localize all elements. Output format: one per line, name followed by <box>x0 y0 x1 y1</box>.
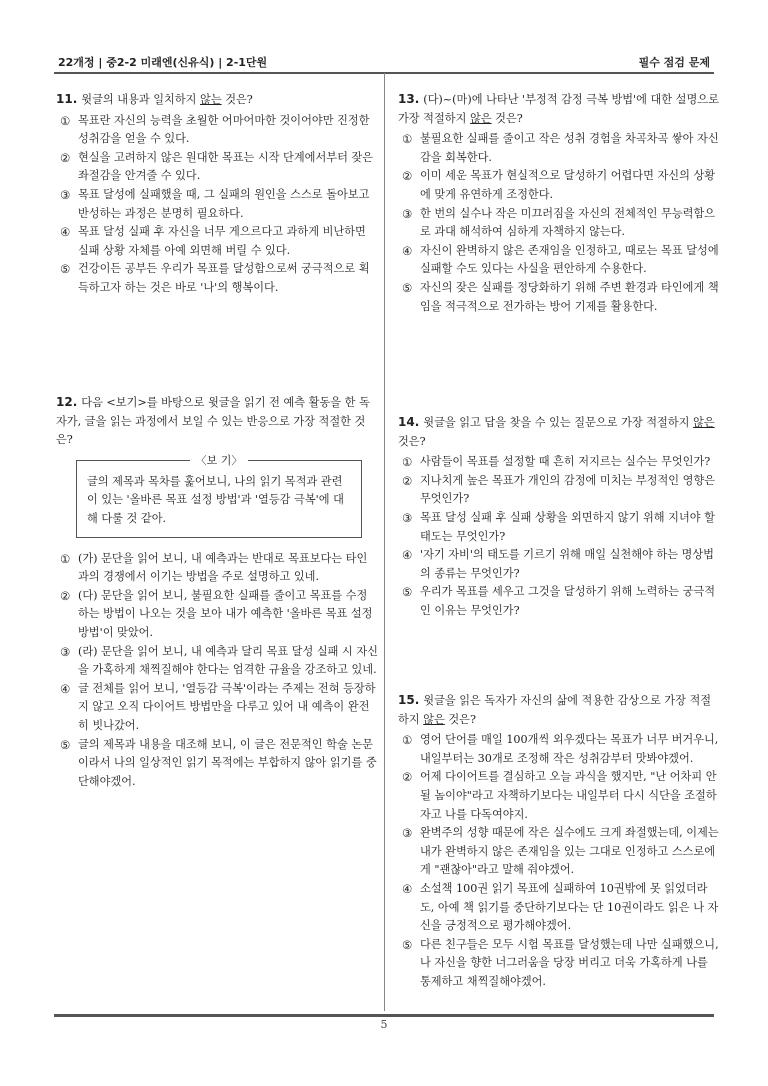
option-mark: ⑤ <box>60 262 71 277</box>
option-mark: ② <box>402 770 413 785</box>
option-mark: ⑤ <box>402 280 413 295</box>
answer-option-1[interactable]: ① (가) 문단을 읽어 보니, 내 예측과는 반대로 목표보다는 타인과의 경쟁에서 이기는 방법을 주로 설명하고 있네. <box>60 551 368 584</box>
answer-options <box>398 731 720 991</box>
option-mark: ② <box>60 150 71 165</box>
answer-option-1[interactable]: ① 영어 단어를 매일 100개씩 외우겠다는 목표가 너무 버거우니, 내일부터는 30개로 조정해 작은 성취감부터 맛봐야겠어. <box>402 733 719 765</box>
page-header <box>54 50 714 70</box>
question-11 <box>56 90 378 298</box>
answer-option-3[interactable]: ③ (라) 문단을 읽어 보니, 내 예측과 달리 목표 달성 실패 시 자신을 가혹하게 채찍질해야 한다는 엄격한 규율을 강조하고 있네. <box>60 644 378 677</box>
underlined-word: 않은 <box>693 416 715 429</box>
header-course-label: 22개정 | 중2-2 미래엔(신유식) | 2-1단원 <box>58 56 268 69</box>
answer-options <box>56 112 378 298</box>
answer-option-4[interactable]: ④ 목표 달성 실패 후 자신을 너무 게으르다고 과하게 비난하면 실패 상황 자체를 아예 외면해 버릴 수 있다. <box>60 225 366 257</box>
question-number: 13. <box>398 92 420 106</box>
answer-option-2[interactable]: ② (다) 문단을 읽어 보니, 불필요한 실패를 줄이고 목표를 수정하는 방법이 나오는 것을 보아 내가 예측한 '올바른 목표 설정 방법'이 맞았어. <box>60 588 373 639</box>
option-mark: ③ <box>402 510 413 525</box>
bogi-box <box>76 453 362 538</box>
answer-option-2[interactable]: ② 지나치게 높은 목표가 개인의 감정에 미치는 부정적인 영향은 무엇인가? <box>402 473 716 506</box>
option-mark: ④ <box>402 243 413 258</box>
option-mark: ② <box>402 169 413 184</box>
question-stem: 12. 다음 <보기>를 바탕으로 윗글을 읽기 전 예측 활동을 한 독자가, 글을 읽는 과정에서 보일 수 있는 반응으로 가장 적절한 것은? <box>56 395 370 447</box>
answer-option-2[interactable]: ② 어제 다이어트를 결심하고 오늘 과식을 했지만, "난 어차피 안 될 놈이야"라고 자책하기보다는 내일부터 다시 식단을 조절하자고 나를 다독여야지. <box>402 770 717 821</box>
bogi-text: 글의 제목과 목차를 훑어보니, 나의 읽기 목적과 관련이 있는 '올바른 목표 설정 방법'과 '열등감 극복'에 대해 다룰 것 같아. <box>87 474 344 525</box>
option-mark: ④ <box>60 681 71 696</box>
page-number: 5 <box>380 1018 388 1031</box>
option-mark: ② <box>402 473 413 488</box>
underlined-word: 않은 <box>469 111 492 125</box>
option-mark: ① <box>402 132 413 147</box>
answer-option-2[interactable]: ② 현실을 고려하지 않은 원대한 목표는 시작 단계에서부터 잦은 좌절감을 안겨줄 수 있다. <box>60 150 374 183</box>
option-mark: ② <box>60 588 71 603</box>
question-stem: 13. (다)~(마)에 나타난 '부정적 감정 극복 방법'에 대한 설명으로 가장 적절하지 않은 것은? <box>398 92 719 125</box>
option-mark: ④ <box>60 225 71 240</box>
answer-option-4[interactable]: ④ 자신이 완벽하지 않은 존재임을 인정하고, 때로는 목표 달성에 실패할 수도 있다는 사실을 편안하게 수용한다. <box>402 243 719 276</box>
option-mark: ① <box>60 551 71 566</box>
question-number: 14. <box>398 415 420 429</box>
answer-option-4[interactable]: ④ 글 전체를 읽어 보니, '열등감 극복'이라는 주제는 전혀 등장하지 않고 오직 다이어트 방법만을 다루고 있어 내 예측이 완전히 빗나갔어. <box>60 681 376 732</box>
answer-option-2[interactable]: ② 이미 세운 목표가 현실적으로 달성하기 어렵다면 자신의 상황에 맞게 유연하게 조정한다. <box>402 169 716 201</box>
option-mark: ④ <box>402 548 413 563</box>
question-stem: 14. 윗글을 읽고 답을 찾을 수 있는 질문으로 가장 적절하지 않은 것은? <box>398 415 715 448</box>
question-12 <box>56 393 378 791</box>
answer-option-4[interactable]: ④ '자기 자비'의 태도를 기르기 위해 매일 실천해야 하는 명상법의 종류는 무엇인가? <box>402 548 714 580</box>
question-15 <box>398 691 720 992</box>
question-number: 15. <box>398 693 420 707</box>
underlined-word: 않은 <box>423 712 445 726</box>
question-stem: 15. 윗글을 읽은 독자가 자신의 삶에 적용한 감상으로 가장 적절하지 않은 것은? <box>398 693 712 726</box>
answer-options <box>398 453 720 620</box>
question-13 <box>398 90 720 316</box>
option-mark: ① <box>60 113 71 128</box>
option-mark: ③ <box>402 826 413 841</box>
answer-options <box>56 550 378 792</box>
option-mark: ① <box>402 733 413 748</box>
option-mark: ④ <box>402 881 413 896</box>
footer-rule <box>54 1014 714 1017</box>
option-mark: ① <box>402 455 413 470</box>
question-14 <box>398 413 720 621</box>
answer-option-5[interactable]: ⑤ 자신의 잦은 실패를 정당화하기 위해 주변 환경과 타인에게 책임을 적극적으로 전가하는 방어 기제를 활용한다. <box>402 280 719 313</box>
question-number: 11. <box>56 92 78 106</box>
answer-option-1[interactable]: ① 불필요한 실패를 줄이고 작은 성취 경험을 차곡차곡 쌓아 자신감을 회복한다. <box>402 132 719 164</box>
column-divider <box>384 73 385 1011</box>
answer-option-1[interactable]: ① 목표란 자신의 능력을 초월한 어마어마한 것이어야만 진정한 성취감을 얻을 수 있다. <box>60 113 370 146</box>
option-mark: ③ <box>60 644 71 659</box>
option-mark: ③ <box>402 206 413 221</box>
answer-option-3[interactable]: ③ 한 번의 실수나 작은 미끄러짐을 자신의 전체적인 무능력함으로 과대 해석하여 심하게 자책하지 않는다. <box>402 206 716 239</box>
header-section-title: 필수 점검 문제 <box>638 56 710 69</box>
answer-option-5[interactable]: ⑤ 우리가 목표를 세우고 그것을 달성하기 위해 노력하는 궁극적인 이유는 무엇인가? <box>402 585 716 617</box>
answer-option-1[interactable]: ① 사람들이 목표를 설정할 때 흔히 저지르는 실수는 무엇인가? <box>402 453 720 472</box>
option-mark: ⑤ <box>402 585 413 600</box>
bogi-title: 〈보 기〉 <box>190 454 249 467</box>
answer-option-3[interactable]: ③ 완벽주의 성향 때문에 작은 실수에도 크게 좌절했는데, 이제는 내가 완벽하지 않은 존재임을 있는 그대로 인정하고 스스로에게 "괜찮아"라고 말해 줘야겠어. <box>402 826 719 877</box>
option-mark: ⑤ <box>60 737 71 752</box>
answer-option-4[interactable]: ④ 소설책 100권 읽기 목표에 실패하여 10권밖에 못 읽었더라도, 아예 책 읽기를 중단하기보다는 단 10권이라도 읽은 나 자신을 긍정적으로 평가해야겠어. <box>402 881 719 933</box>
question-number: 12. <box>56 395 78 409</box>
question-stem: 11. 윗글의 내용과 일치하지 않는 것은? <box>56 92 253 106</box>
option-mark: ③ <box>60 187 71 202</box>
option-mark: ⑤ <box>402 937 413 952</box>
answer-option-3[interactable]: ③ 목표 달성 실패 후 실패 상황을 외면하지 않기 위해 지녀야 할 태도는 무엇인가? <box>402 510 715 543</box>
answer-option-5[interactable]: ⑤ 글의 제목과 내용을 대조해 보니, 이 글은 전문적인 학술 논문이라서 나의 일상적인 읽기 목적에는 부합하지 않아 읽기를 중단해야겠어. <box>60 737 377 788</box>
answer-option-3[interactable]: ③ 목표 달성에 실패했을 때, 그 실패의 원인을 스스로 돌아보고 반성하는 과정은 분명히 필요하다. <box>60 187 370 220</box>
underlined-word: 않는 <box>200 93 222 106</box>
answer-option-5[interactable]: ⑤ 건강이든 공부든 우리가 목표를 달성함으로써 궁극적으로 획득하고자 하는 것은 바로 '나'의 행복이다. <box>60 262 370 294</box>
answer-option-5[interactable]: ⑤ 다른 친구들은 모두 시험 목표를 달성했는데 나만 실패했으니, 나 자신을 향한 너그러움을 당장 버리고 더욱 가혹하게 나를 통제하고 채찍질해야겠어. <box>402 937 719 988</box>
answer-options <box>398 130 720 316</box>
